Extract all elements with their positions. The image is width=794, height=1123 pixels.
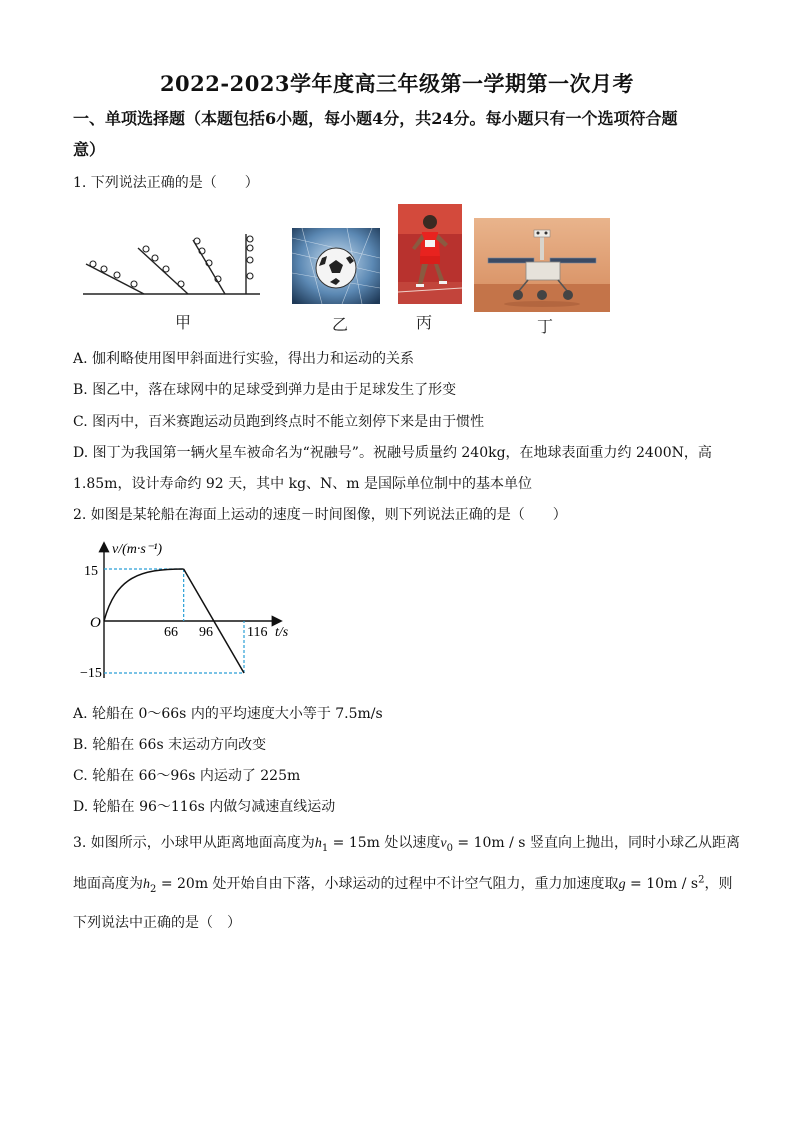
- figure-soccer-ball-photo: [292, 228, 380, 304]
- question-1-option-d-continued: 1.85m，设计寿命约 92 天，其中 kg、N、m 是国际单位制中的基本单位: [73, 476, 533, 492]
- question-3-stem-line2: 地面高度为$h_2 = 20m$ 处开始自由下落，小球运动的过程中不计空气阻力，重力加速度取$g = 10m / s^2$，则: [73, 874, 733, 895]
- section-heading-line1: 一、单项选择题（本题包括6小题，每小题4分，共24分。每小题只有一个选项符合题: [73, 109, 678, 128]
- chart-x-tick-label: 96: [199, 625, 213, 640]
- chart-x-tick-label: 66: [164, 625, 178, 640]
- chart-x-axis-label: t/s: [275, 625, 289, 640]
- question-2-option-b[interactable]: B. 轮船在 66s 末运动方向改变: [73, 737, 267, 753]
- question-1-option-d[interactable]: D. 图丁为我国第一辆火星车被命名为“祝融号”。祝融号质量约 240kg，在地球表面重力约 2400N，高: [73, 445, 712, 461]
- question-1-option-b[interactable]: B. 图乙中，落在球网中的足球受到弹力是由于足球发生了形变: [73, 382, 457, 398]
- chart-y-axis-label: v/(m·s⁻¹): [112, 542, 163, 557]
- figure-label-bing: 丙: [416, 313, 433, 332]
- chart-velocity-segment: [104, 569, 184, 621]
- section-heading-line2: 意）: [73, 140, 106, 159]
- question-3-stem-line3: 下列说法中正确的是（ ）: [73, 915, 241, 931]
- question-2-stem: 2. 如图是某轮船在海面上运动的速度－时间图像，则下列说法正确的是（ ）: [73, 507, 567, 523]
- figure-incline-experiment: [80, 228, 265, 300]
- chart-y-tick-label: 15: [84, 564, 98, 579]
- chart-x-tick-label: 116: [247, 625, 268, 640]
- question-3-stem-line1: 3. 如图所示，小球甲从距离地面高度为$h_1 = 15m$ 处以速度$v_0 = 10m / s$ 竖直向上抛出，同时小球乙从距离: [73, 835, 740, 854]
- chart-origin-label: O: [90, 615, 101, 631]
- question-2-option-a[interactable]: A. 轮船在 0～66s 内的平均速度大小等于 7.5m/s: [73, 706, 383, 722]
- figure-sprinter-photo: [398, 204, 462, 304]
- question-2-option-d[interactable]: D. 轮船在 96～116s 内做匀减速直线运动: [73, 799, 336, 815]
- chart-y-tick-label: −15: [80, 666, 102, 681]
- question-1-stem: 1. 下列说法正确的是（ ）: [73, 175, 259, 191]
- figure-label-yi: 乙: [332, 315, 349, 334]
- question-2-option-c[interactable]: C. 轮船在 66～96s 内运动了 225m: [73, 768, 301, 784]
- question-1-option-c[interactable]: C. 图丙中，百米赛跑运动员跑到终点时不能立刻停下来是由于惯性: [73, 414, 485, 430]
- figure-mars-rover-photo: [474, 218, 610, 312]
- figure-label-ding: 丁: [537, 317, 554, 336]
- question-1-option-a[interactable]: A. 伽利略使用图甲斜面进行实验，得出力和运动的关系: [73, 351, 415, 367]
- page-title: 2022-2023学年度高三年级第一学期第一次月考: [159, 71, 635, 96]
- figure-label-jia: 甲: [175, 313, 192, 332]
- velocity-time-chart: [78, 538, 300, 688]
